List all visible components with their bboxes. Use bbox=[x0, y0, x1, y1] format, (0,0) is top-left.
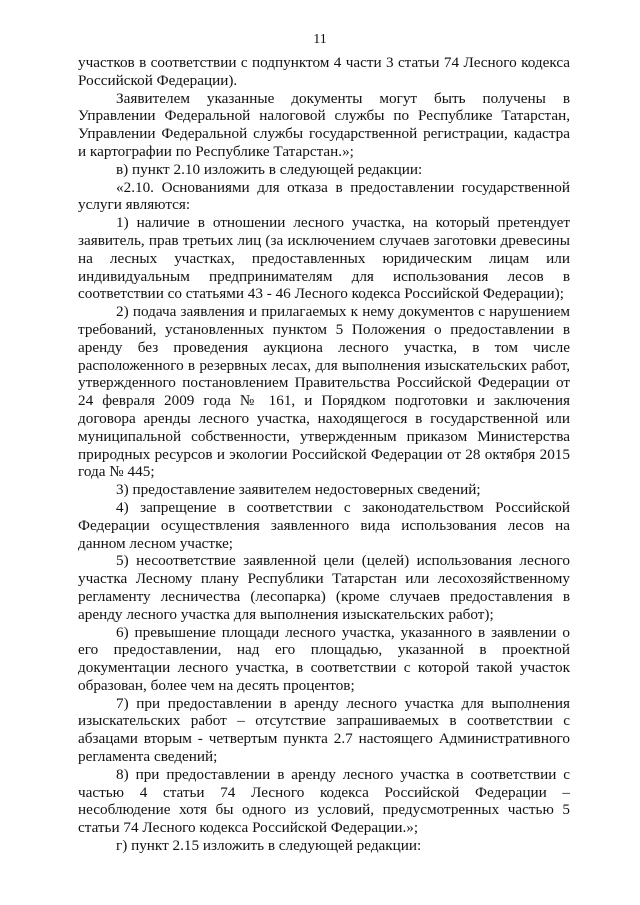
paragraph-document-sources: Заявителем указанные документы могут быть получены в Управлении Федеральной налоговой службы по Республике Татарстан, Управлении Федеральной службы государственной регистрации, кадастра и картографии по Республике Татарстан.»; bbox=[78, 89, 570, 160]
page-number: 11 bbox=[313, 32, 327, 47]
list-item-1: 1) наличие в отношении лесного участка, на который претендует заявитель, прав третьих лиц (за исключением случаев заготовки древесины на лесных участках, предоставленных юридическим лицам или индивидуальным предпринимателям для использования лесов в соответствии со статьями 43 - 46 Лесного кодекса Российской Федерации); bbox=[78, 214, 570, 303]
list-item-2: 2) подача заявления и прилагаемых к нему документов с нарушением требований, установленных пунктом 5 Положения о предоставлении в аренду без проведения аукциона лесного участка, в том числе расположенного в резервных лесах, для выполнения изыскательских работ, утвержденного постановлением Правительства Российской Федерации от 24 февраля 2009 года № 161, и Порядком подготовки и заключения договора аренды лесного участка, находящегося в государственной или муниципальной собственности, утвержденным приказом Министерства природных ресурсов и экологии Российской Федерации от 28 октября 2015 года № 445; bbox=[78, 303, 570, 481]
list-item-3: 3) предоставление заявителем недостоверных сведений; bbox=[116, 481, 481, 499]
paragraph-clause-2-10: «2.10. Основаниями для отказа в предоставлении государственной услуги являются: bbox=[78, 178, 570, 214]
document-body bbox=[78, 54, 570, 855]
list-item-4: 4) запрещение в соответствии с законодательством Российской Федерации осуществления заявленного вида использования лесов на данном лесном участке; bbox=[78, 498, 570, 552]
list-item-6: 6) превышение площади лесного участка, указанного в заявлении о его предоставлении, над его площадью, указанной в проектной документации лесного участка, в соответствии с которой такой участок образован, более чем на десять процентов; bbox=[78, 623, 570, 694]
list-item-8: 8) при предоставлении в аренду лесного участка в соответствии с частью 4 статьи 74 Лесного кодекса Российской Федерации – несоблюдение хотя бы одного из условий, предусмотренных частью 5 статьи 74 Лесного кодекса Российской Федерации.»; bbox=[78, 765, 570, 837]
list-item-5: 5) несоответствие заявленной цели (целей) использования лесного участка Лесному плану Республики Татарстан или лесохозяйственному регламенту лесничества (лесопарка) (кроме случаев предоставления в аренду лесного участка для выполнения изыскательских работ); bbox=[78, 552, 570, 623]
paragraph-amendment-v: в) пункт 2.10 изложить в следующей редакции: bbox=[116, 160, 423, 178]
paragraph-amendment-g: г) пункт 2.15 изложить в следующей редакции: bbox=[116, 837, 422, 855]
paragraph-continuation: участков в соответствии с подпунктом 4 части 3 статьи 74 Лесного кодекса Российской Федерации). bbox=[78, 54, 570, 89]
list-item-7: 7) при предоставлении в аренду лесного участка для выполнения изыскательских работ – отсутствие запрашиваемых в соответствии с абзацами вторым - четвертым пункта 2.7 настоящего Административного регламента сведений; bbox=[78, 694, 570, 766]
